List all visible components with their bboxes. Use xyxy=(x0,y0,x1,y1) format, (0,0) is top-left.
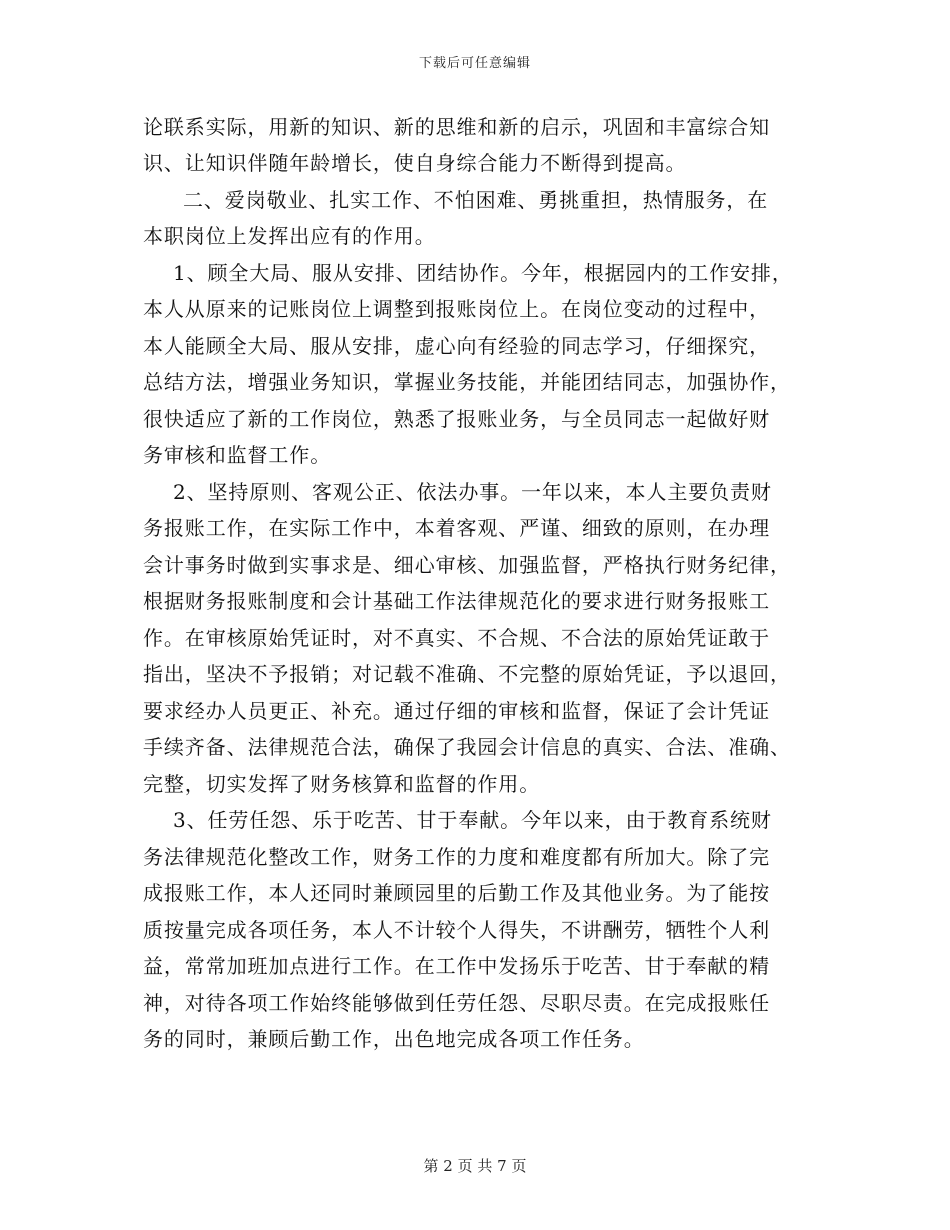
text-line: 总结方法，增强业务知识，掌握业务技能，并能团结同志，加强协作， xyxy=(143,370,791,394)
text-line: 本人能顾全大局、服从安排，虚心向有经验的同志学习，仔细探究， xyxy=(143,334,770,358)
text-line: 识、让知识伴随年龄增长，使自身综合能力不断得到提高。 xyxy=(143,151,687,175)
text-line: 务报账工作，在实际工作中，本着客观、严谨、细致的原则，在办理 xyxy=(143,516,770,540)
text-line: 质按量完成各项任务，本人不计较个人得失，不讲酬劳，牺牲个人利 xyxy=(143,918,770,942)
text-line: 务审核和监督工作。 xyxy=(143,443,332,467)
text-line: 3、任劳任怨、乐于吃苦、甘于奉献。今年以来，由于教育系统财 xyxy=(173,808,772,832)
page-number-footer: 第 2 页 共 7 页 xyxy=(423,1157,527,1175)
text-line: 务的同时，兼顾后勤工作，出色地完成各项工作任务。 xyxy=(143,1027,645,1051)
text-line: 根据财务报账制度和会计基础工作法律规范化的要求进行财务报账工 xyxy=(143,589,770,613)
text-line: 2、坚持原则、客观公正、依法办事。一年以来，本人主要负责财 xyxy=(173,480,772,504)
text-line: 手续齐备、法律规范合法，确保了我园会计信息的真实、合法、准确、 xyxy=(143,735,791,759)
text-line: 务法律规范化整改工作，财务工作的力度和难度都有所加大。除了完 xyxy=(143,845,770,869)
text-line: 作。在审核原始凭证时，对不真实、不合规、不合法的原始凭证敢于 xyxy=(143,626,770,650)
text-line: 二、爱岗敬业、扎实工作、不怕困难、勇挑重担，热情服务，在 xyxy=(183,188,769,212)
text-line: 1、顾全大局、服从安排、团结协作。今年，根据园内的工作安排， xyxy=(173,261,793,285)
text-line: 很快适应了新的工作岗位，熟悉了报账业务，与全员同志一起做好财 xyxy=(143,407,770,431)
text-line: 论联系实际，用新的知识、新的思维和新的启示，巩固和丰富综合知 xyxy=(143,115,770,139)
text-line: 本职岗位上发挥出应有的作用。 xyxy=(143,224,436,248)
text-line: 指出，坚决不予报销；对记载不准确、不完整的原始凭证，予以退回， xyxy=(143,662,791,686)
text-line: 完整，切实发挥了财务核算和监督的作用。 xyxy=(143,772,541,796)
text-line: 成报账工作，本人还同时兼顾园里的后勤工作及其他业务。为了能按 xyxy=(143,881,770,905)
text-line: 要求经办人员更正、补充。通过仔细的审核和监督，保证了会计凭证 xyxy=(143,699,770,723)
text-line: 本人从原来的记账岗位上调整到报账岗位上。在岗位变动的过程中， xyxy=(143,297,770,321)
text-line: 益，常常加班加点进行工作。在工作中发扬乐于吃苦、甘于奉献的精 xyxy=(143,954,770,978)
text-line: 会计事务时做到实事求是、细心审核、加强监督，严格执行财务纪律， xyxy=(143,553,791,577)
page-header: 下载后可任意编辑 xyxy=(418,56,531,71)
text-line: 神，对待各项工作始终能够做到任劳任怨、尽职尽责。在完成报账任 xyxy=(143,991,770,1015)
